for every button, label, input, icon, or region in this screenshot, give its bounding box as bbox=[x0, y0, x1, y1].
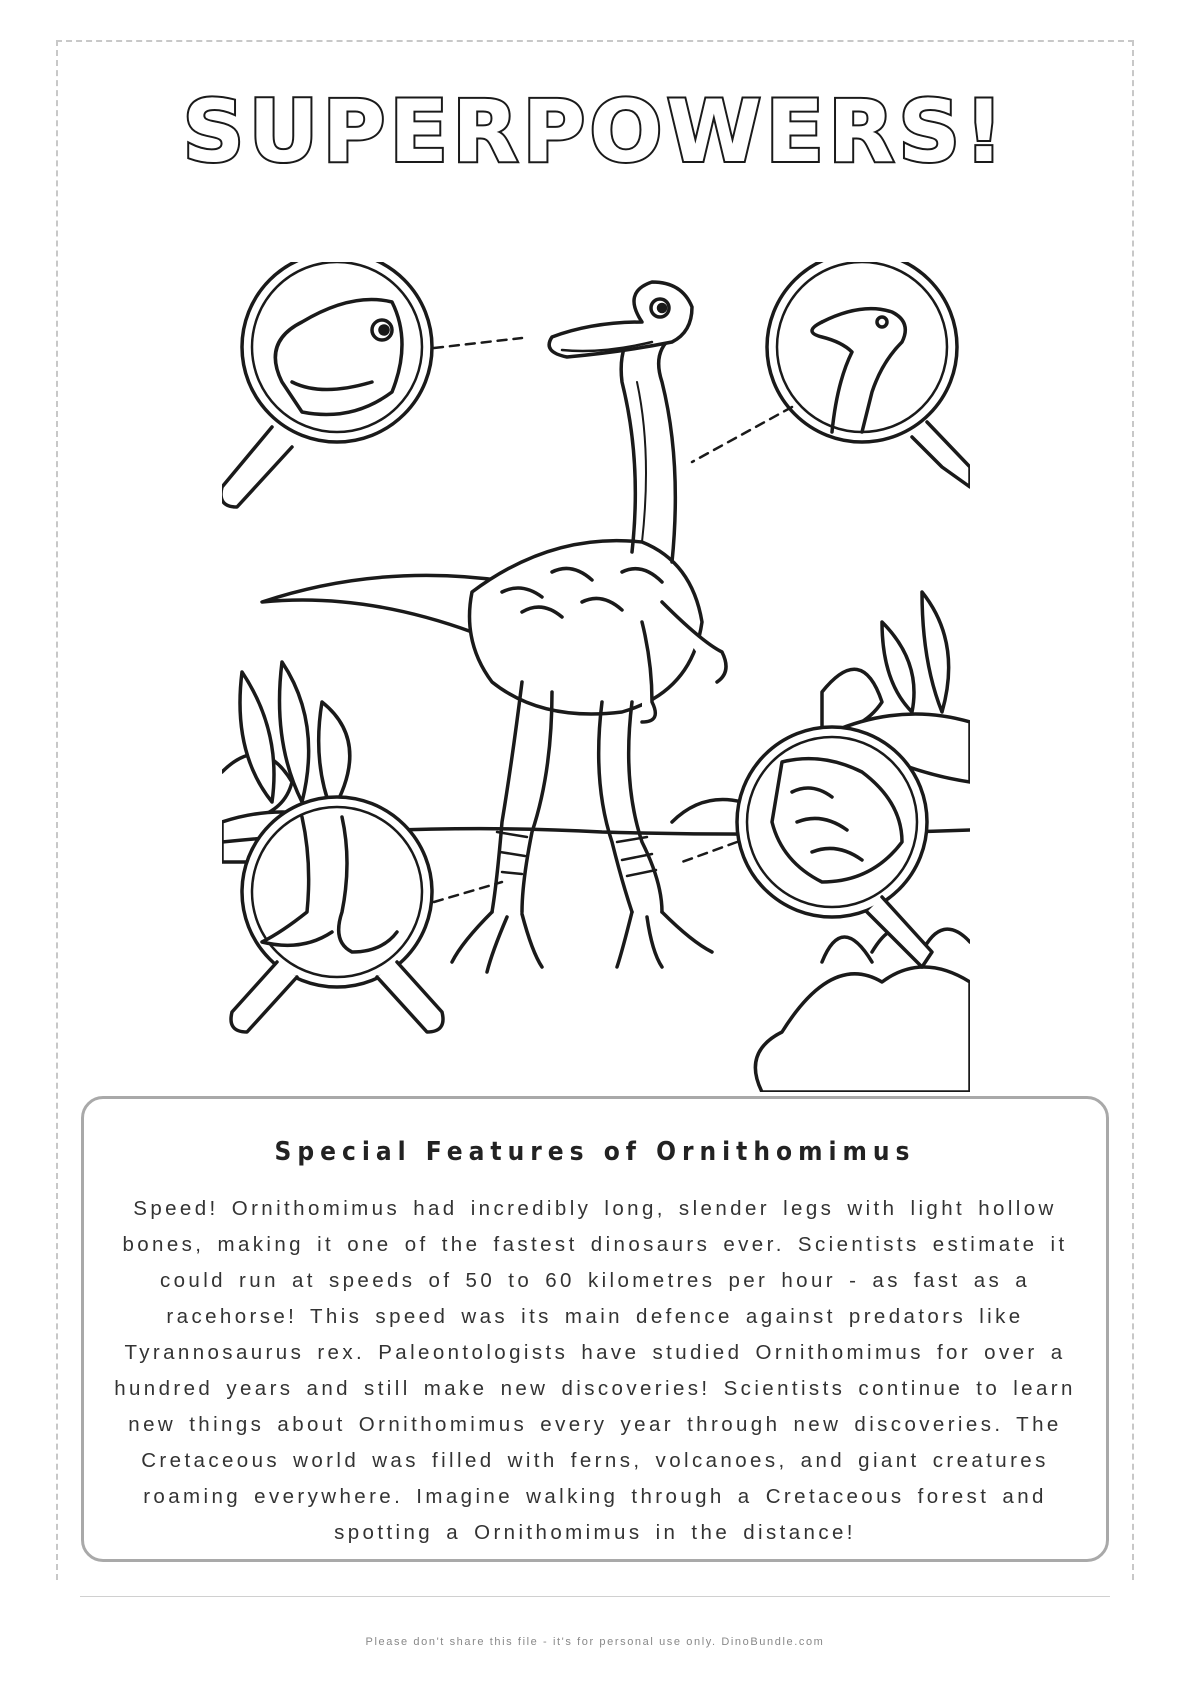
card-body: Speed! Ornithomimus had incredibly long, slender legs with light hollow bones, making it one of the fastest dinosaurs ever. Scientists estimate it could run at speeds of 50 to 60 kilometres per hour - as fast as a racehorse! This speed was its main defence against predators like Tyrannosaurus rex. Paleontologists have studied Ornithomimus for over a hundred years and still make new discoveries! Scientists continue to learn new things about Ornithomimus every year through new discoveries. The Cretaceous world was filled with ferns, volcanoes, and giant creatures roaming everywhere. Imagine walking through a Cretaceous forest and spotting a Ornithomimus in the distance! bbox=[114, 1197, 1076, 1544]
feathers-callout-line bbox=[682, 842, 737, 862]
feet-callout-line bbox=[434, 882, 502, 902]
neck-callout-line bbox=[692, 407, 792, 462]
dinosaur-illustration bbox=[222, 262, 970, 1092]
feet-callout bbox=[231, 797, 443, 1032]
feathers-callout bbox=[737, 727, 932, 967]
page-title: SUPERPOWERS! bbox=[182, 82, 1008, 182]
footer-divider bbox=[80, 1596, 1110, 1597]
card-heading: Special Features of Ornithomimus bbox=[274, 1137, 916, 1167]
neck-callout bbox=[767, 262, 970, 487]
head-callout-line bbox=[434, 338, 522, 348]
plant-bottom-right-icon bbox=[755, 929, 970, 1092]
info-card bbox=[81, 1096, 1109, 1562]
head-callout bbox=[222, 262, 432, 507]
footer-notice: Please don't share this file - it's for personal use only. DinoBundle.com bbox=[365, 1636, 825, 1648]
